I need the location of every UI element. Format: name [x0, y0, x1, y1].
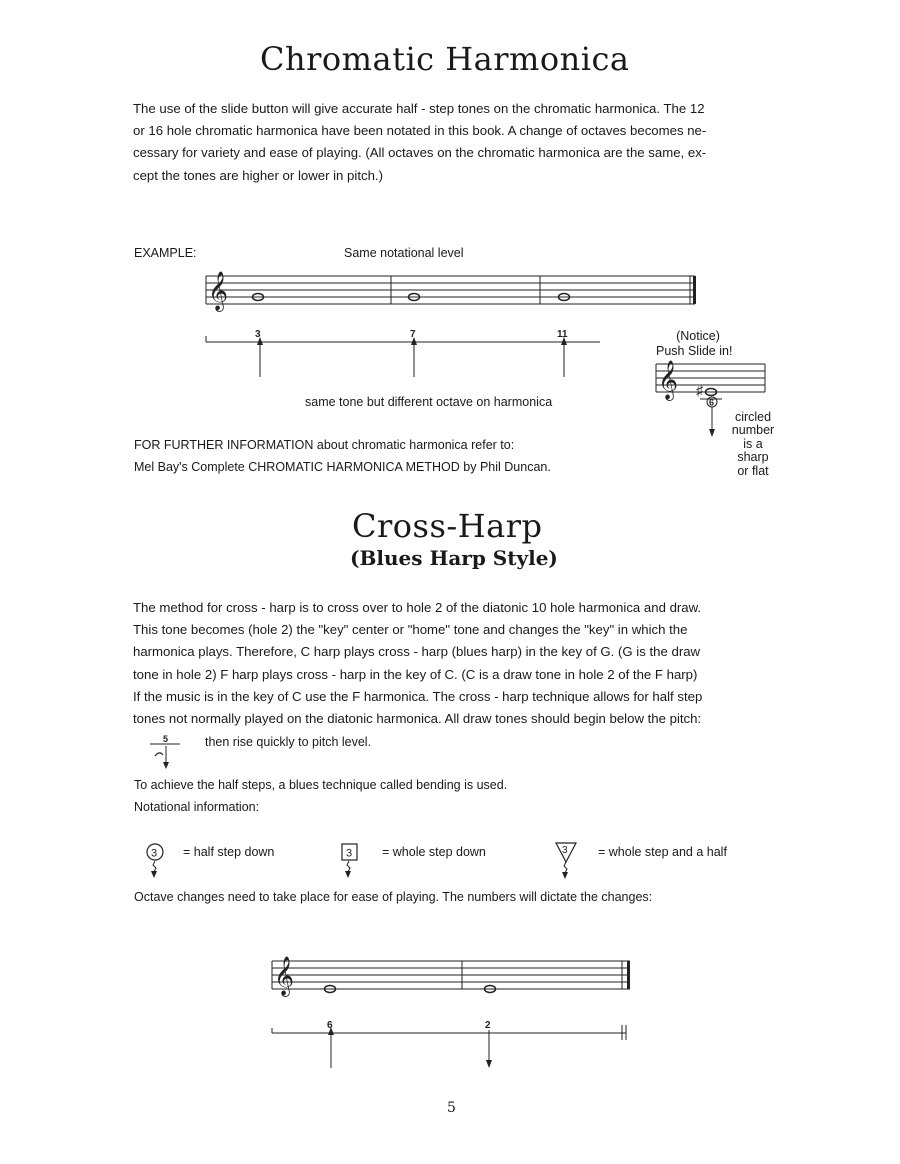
notice-caption-line: number — [731, 423, 775, 438]
notice-label: (Notice) — [676, 329, 720, 343]
treble-clef-icon: 𝄞 — [208, 272, 229, 310]
paragraph-line: If the music is in the key of C use the F harmonica. The cross - harp technique allows for half step — [133, 688, 703, 704]
hole-number: 11 — [557, 329, 568, 340]
octave-caption: same tone but different octave on harmonica — [305, 395, 553, 409]
notice-caption-line: or flat — [737, 463, 769, 478]
step-and-half-label: = whole step and a half — [598, 845, 727, 859]
hole-number: 6 — [327, 1020, 333, 1031]
notice-caption-line: is a — [743, 436, 763, 451]
notation-hole-number: 3 — [562, 845, 568, 856]
paragraph-line: tone in hole 2) F harp plays cross - harp in the key of C. (C is a draw tone in hole 2 of the F harp) — [133, 666, 698, 682]
paragraph-line: The use of the slide button will give accurate half - step tones on the chromatic harmonica. The 12 — [133, 101, 705, 116]
bend-instruction: then rise quickly to pitch level. — [205, 735, 372, 749]
paragraph-line: harmonica plays. Therefore, C harp plays cross - harp (blues harp) in the key of G. (G is the draw — [133, 644, 701, 660]
cross-harp-subtitle: (Blues Harp Style) — [350, 546, 558, 570]
notation-hole-number: 3 — [151, 847, 158, 860]
hole-number: 7 — [410, 329, 416, 340]
paragraph-line: This tone becomes (hole 2) the "key" center or "home" tone and changes the "key" in which the — [133, 622, 688, 638]
hole-number: 3 — [255, 329, 261, 340]
paragraph-line: or 16 hole chromatic harmonica have been notated in this book. A change of octaves becomes ne- — [133, 123, 707, 139]
octave-change-line: Octave changes need to take place for ease of playing. The numbers will dictate the changes: — [134, 890, 653, 904]
treble-clef-icon: 𝄞 — [658, 361, 679, 399]
cross-harp-title: Cross-Harp — [352, 507, 543, 545]
push-slide-label: Push Slide in! — [656, 344, 733, 358]
example-caption: Same notational level — [344, 246, 464, 260]
sharp-sign-icon: ♯ — [696, 382, 703, 398]
example-label: EXAMPLE: — [134, 246, 197, 260]
hole-number: 2 — [485, 1020, 491, 1031]
reference-book-line: Mel Bay's Complete CHROMATIC HARMONICA METHOD by Phil Duncan. — [134, 460, 551, 474]
treble-clef-icon: 𝄞 — [274, 957, 295, 995]
bend-hole-number: 5 — [163, 734, 169, 744]
notation-hole-number: 3 — [346, 847, 353, 860]
notational-label: Notational information: — [134, 800, 260, 814]
further-info-line: FOR FURTHER INFORMATION about chromatic harmonica refer to: — [134, 438, 515, 452]
paragraph-line: cessary for variety and ease of playing. (All octaves on the chromatic harmonica are the same, ex- — [133, 145, 707, 161]
halfsteps-line: To achieve the half steps, a blues technique called bending is used. — [134, 778, 508, 792]
paragraph-line: The method for cross - harp is to cross over to hole 2 of the diatonic 10 hole harmonica and draw. — [133, 600, 702, 615]
whole-step-label: = whole step down — [382, 845, 486, 859]
notice-caption-line: sharp — [737, 450, 769, 465]
notice-hole-number: 6 — [709, 397, 715, 408]
paragraph-line: cept the tones are higher or lower in pitch.) — [133, 167, 383, 183]
chromatic-harmonica-title: Chromatic Harmonica — [260, 40, 630, 78]
half-step-label: = half step down — [183, 845, 275, 859]
notice-caption-line: circled — [734, 410, 772, 424]
paragraph-line: tones not normally played on the diatonic harmonica. All draw tones should begin below the pitch: — [133, 711, 702, 727]
draw-arrow-icon — [486, 1060, 492, 1068]
page-number: 5 — [447, 1100, 456, 1116]
